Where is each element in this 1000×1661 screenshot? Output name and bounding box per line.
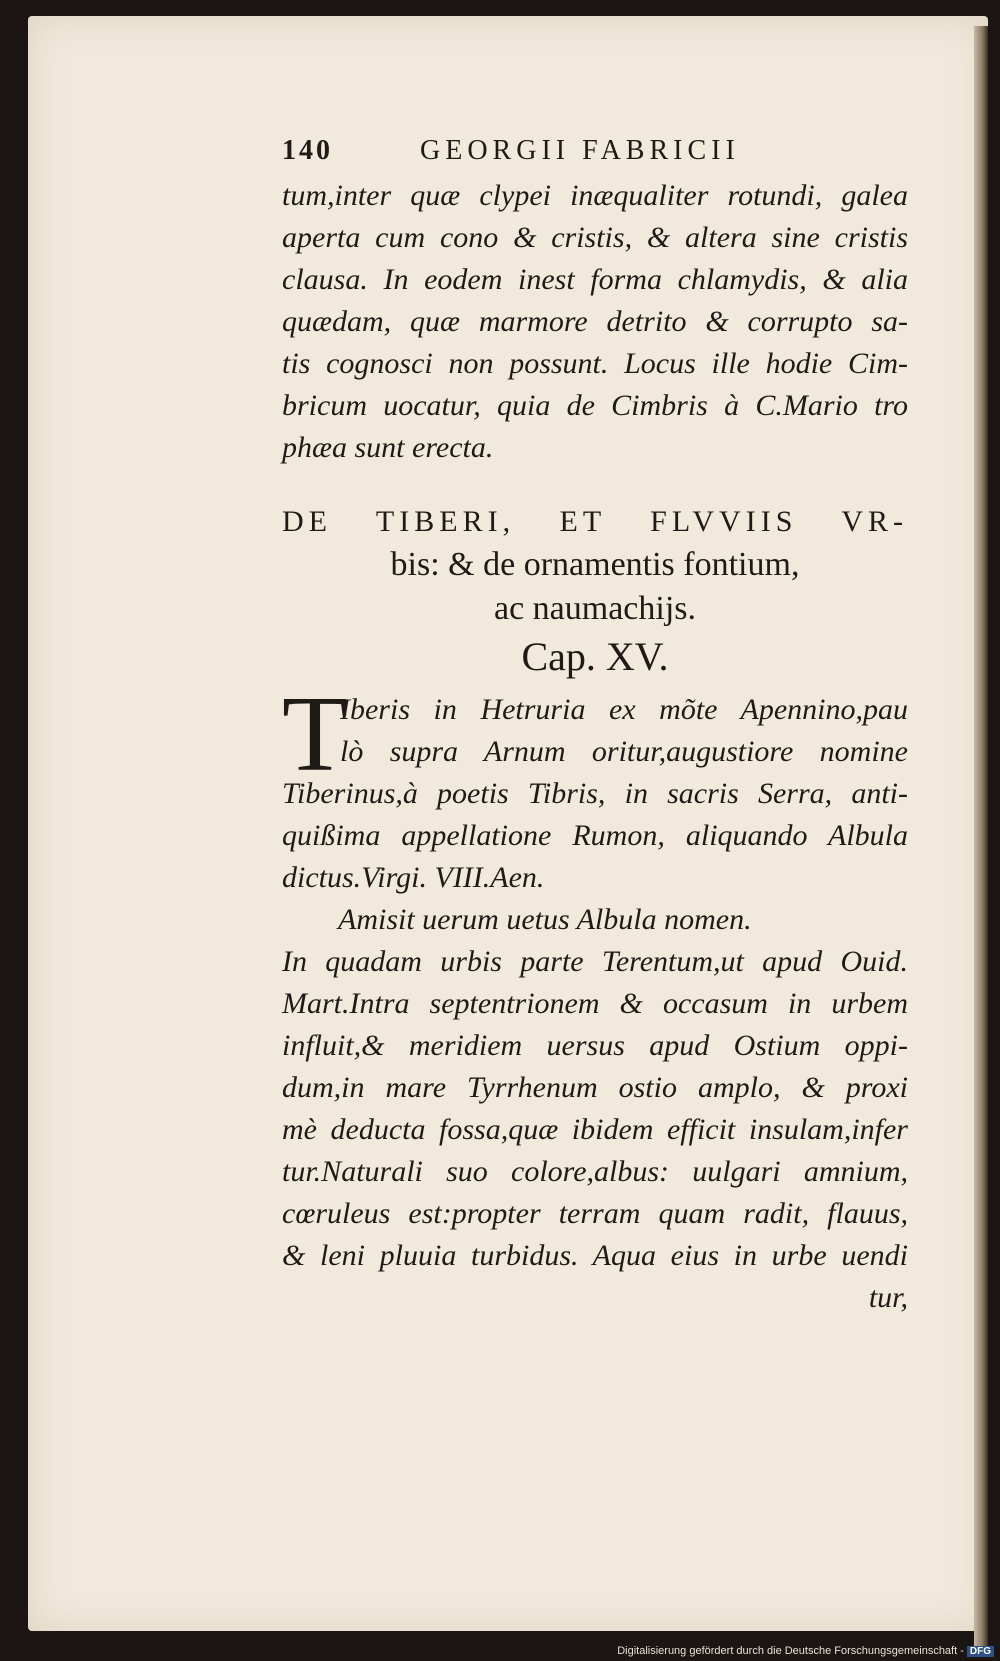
- text-line: cœruleus est:propter terram quam radit, flauus,: [282, 1197, 908, 1230]
- footer-text: Digitalisierung gefördert durch die Deutsche Forschungsgemeinschaft -: [617, 1645, 964, 1657]
- text-line: influit,& meridiem uersus apud Ostium oppi-: [282, 1029, 908, 1062]
- page-number: 140: [282, 135, 333, 166]
- digitization-footer: [617, 1645, 994, 1657]
- page-text: [282, 135, 908, 1319]
- text-line: clausa. In eodem inest forma chlamydis, & alia: [282, 263, 908, 296]
- text-line: Iberis in Hetruria ex mõte Apennino,pau: [340, 693, 908, 726]
- text-line: & leni pluuia turbidus. Aqua eius in urbe uendi: [282, 1239, 908, 1272]
- text-line: tum,inter quæ clypei inæqualiter rotundi, galea: [282, 179, 908, 212]
- chapter-heading-line: bis: & de ornamentis fontium,: [390, 546, 800, 583]
- text-line: mè deducta fossa,quæ ibidem efficit insulam,infer: [282, 1113, 908, 1146]
- chapter-heading-line: DE TIBERI, ET FLVVIIS VR-: [282, 505, 908, 538]
- text-line: quædam, quæ marmore detrito & corrupto sa-: [282, 305, 908, 338]
- chapter-heading: [282, 501, 908, 683]
- text-line: In quadam urbis parte Terentum,ut apud Ouid.: [282, 945, 908, 978]
- paragraph-main: [282, 675, 908, 1319]
- drop-cap: T: [282, 675, 348, 794]
- running-head: [282, 135, 908, 175]
- text-line: dum,in mare Tyrrhenum ostio amplo, & proxi: [282, 1071, 908, 1104]
- chapter-heading-line: ac naumachijs.: [493, 590, 697, 627]
- text-line: aperta cum cono & cristis, & altera sine cristis: [282, 221, 908, 254]
- paragraph-top: [282, 175, 908, 469]
- running-title: GEORGII FABRICII: [420, 135, 740, 166]
- text-line: quißima appellatione Rumon, aliquando Albula: [282, 819, 908, 852]
- verse-quote: Amisit uerum uetus Albula nomen.: [338, 903, 752, 936]
- text-line: Tiberinus,à poetis Tibris, in sacris Serra, anti-: [282, 777, 908, 810]
- catchword: tur,: [868, 1281, 908, 1314]
- text-line: phæa sunt erecta.: [282, 431, 494, 464]
- text-line: tur.Naturali suo colore,albus: uulgari amnium,: [282, 1155, 908, 1188]
- dfg-logo: DFG: [967, 1646, 994, 1657]
- text-line: lò supra Arnum oritur,augustiore nomine: [340, 735, 908, 768]
- text-line: bricum uocatur, quia de Cimbris à C.Mario tro: [282, 389, 908, 422]
- text-line: dictus.Virgi. VIII.Aen.: [282, 861, 545, 894]
- text-line: tis cognosci non possunt. Locus ille hodie Cim-: [282, 347, 908, 380]
- page-edge: [974, 26, 988, 1646]
- text-line: Mart.Intra septentrionem & occasum in urbem: [282, 987, 908, 1020]
- chapter-number: Cap. XV.: [521, 634, 669, 679]
